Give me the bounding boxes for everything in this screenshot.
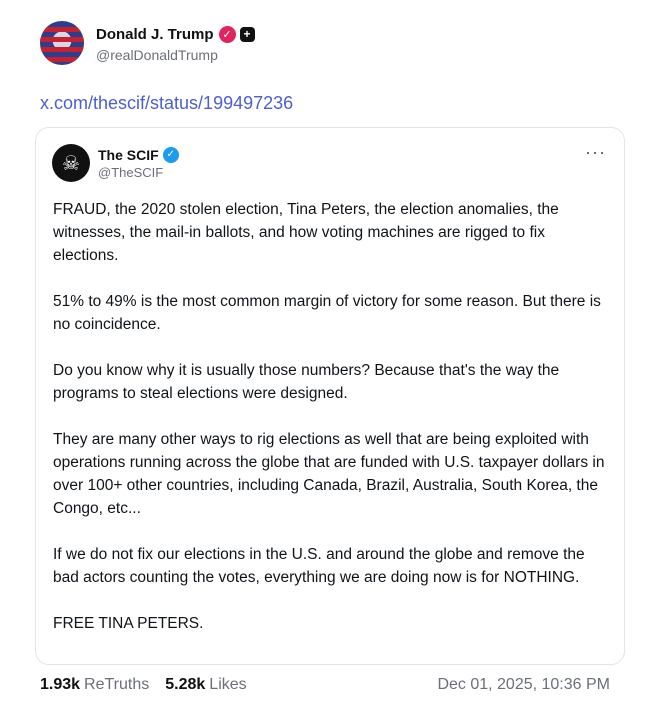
post-author[interactable] [40,20,255,66]
quoted-post-body [53,198,613,658]
post-paragraph: FREE TINA PETERS. [53,615,204,632]
post-paragraph: FRAUD, the 2020 stolen election, Tina Peters, the election anomalies, the witnesses, the mail-in ballots, and how voting machines are rigged to fix elections. [53,201,559,264]
likes-label[interactable]: Likes [209,676,247,693]
author-name[interactable]: Donald J. Trump [96,25,214,43]
quoted-author-name[interactable]: The SCIF [98,146,159,163]
likes-count[interactable]: 5.28k [165,676,206,693]
post-stats [40,676,610,694]
post-paragraph: 51% to 49% is the most common margin of victory for some reason. But there is no coincidence. [53,293,601,333]
verified-badge-icon: ✓ [163,147,179,163]
plus-badge-icon: + [240,27,255,42]
quoted-author[interactable] [52,144,179,182]
author-handle[interactable]: @realDonaldTrump [96,47,218,63]
quoted-author-handle[interactable]: @TheSCIF [98,164,164,180]
post-paragraph: They are many other ways to rig elections as well that are being exploited with operations running across the globe that are funded with U.S. taxpayer dollars in over 100+ other countries, including Canada, Brazil, Australia, South Korea, the Congo, etc... [53,431,605,517]
post-timestamp: Dec 01, 2025, 10:36 PM [437,676,610,693]
verified-badge-icon: ✓ [219,26,236,43]
retruths-count[interactable]: 1.93k [40,676,81,693]
post-paragraph: Do you know why it is usually those numbers? Because that's the way the programs to steal elections were designed. [53,362,560,402]
skull-avatar-icon[interactable]: ☠ [52,144,90,182]
status-link[interactable]: x.com/thescif/status/199497236 [40,93,294,113]
post-paragraph: If we do not fix our elections in the U.S. and around the globe and remove the bad actors counting the votes, everything we are doing now is for NOTHING. [53,546,585,586]
quoted-post-card[interactable] [35,127,625,665]
author-avatar[interactable] [40,21,84,65]
more-options-icon[interactable]: ··· [585,142,606,162]
retruths-label[interactable]: ReTruths [84,676,150,693]
